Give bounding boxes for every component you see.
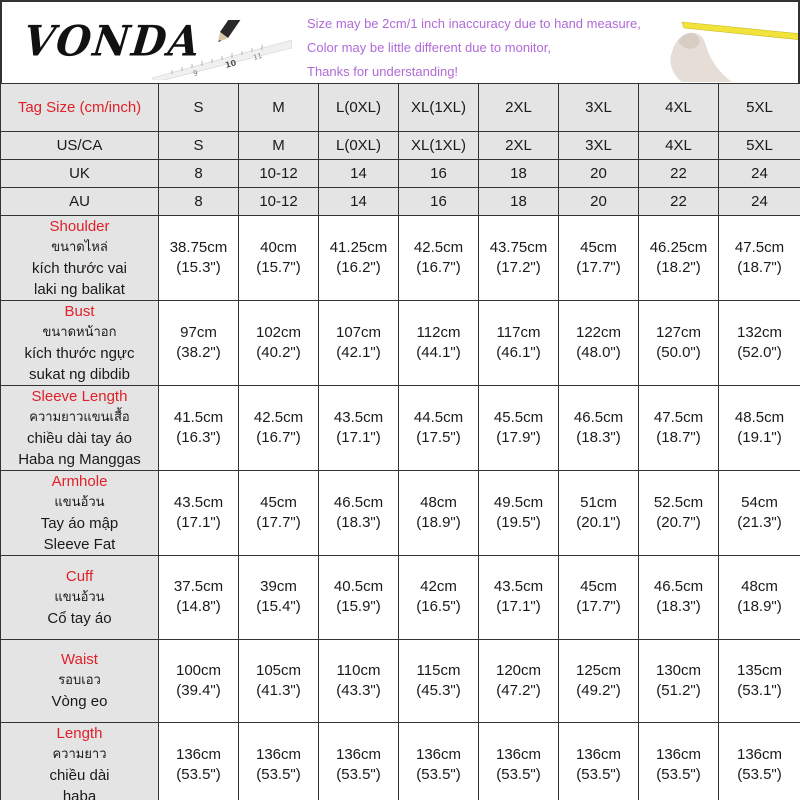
value-inch: (51.2") <box>656 681 701 699</box>
value-cm: 42cm <box>420 578 457 596</box>
measurement-cell <box>719 301 800 386</box>
measurement-translation: Haba ng Manggas <box>18 451 141 468</box>
value-inch: (49.2") <box>576 681 621 699</box>
value-cm: 45cm <box>580 578 617 596</box>
value-inch: (17.7") <box>576 259 621 276</box>
value-inch: (14.8") <box>176 598 221 616</box>
value-inch: (15.4") <box>256 598 301 616</box>
value-cm: 136cm <box>335 746 382 763</box>
value-cm: 135cm <box>736 661 783 679</box>
measurement-label <box>1 723 159 800</box>
measurement-cell <box>479 471 559 556</box>
value-cm: 136cm <box>575 746 622 763</box>
measurement-title: Shoulder <box>49 218 110 235</box>
value-cm: 100cm <box>175 661 222 679</box>
measurement-row-length <box>1 723 800 800</box>
value-inch: (20.1") <box>576 514 621 531</box>
disclaimer-line: Color may be little different due to monitor, <box>307 40 551 55</box>
measurement-cell <box>479 639 559 723</box>
measurement-translation: รอบเอว <box>58 673 101 689</box>
value-cm: 97cm <box>180 324 217 341</box>
value-cm: 127cm <box>655 324 702 341</box>
brand-logo: VONDA <box>21 16 205 67</box>
measurement-cell <box>719 386 800 471</box>
value-inch: (38.2") <box>176 344 221 361</box>
value-inch: (17.1") <box>176 514 221 531</box>
value-inch: (19.1") <box>737 429 782 446</box>
tag-size-cell: M <box>239 84 319 132</box>
measurement-cell <box>399 639 479 723</box>
value-cm: 46.5cm <box>333 494 384 511</box>
value-inch: (16.7") <box>416 259 461 276</box>
value-inch: (16.3") <box>176 429 221 446</box>
size-cell: 8 <box>159 188 239 216</box>
value-inch: (17.9") <box>496 429 541 446</box>
value-inch: (43.3") <box>336 681 381 699</box>
value-inch: (45.3") <box>416 681 461 699</box>
measurement-cell <box>399 556 479 640</box>
measurement-cell <box>559 471 639 556</box>
measurement-cell <box>159 556 239 640</box>
measurement-rows <box>1 216 800 800</box>
size-cell: 10-12 <box>239 188 319 216</box>
size-cell: 20 <box>559 160 639 188</box>
value-inch: (18.9") <box>737 598 782 616</box>
value-inch: (53.5") <box>496 766 541 783</box>
measurement-row-shoulder <box>1 216 800 301</box>
value-inch: (16.2") <box>336 259 381 276</box>
value-inch: (18.2") <box>656 259 701 276</box>
measurement-label <box>1 639 159 723</box>
value-inch: (17.1") <box>336 429 381 446</box>
value-inch: (50.0") <box>656 344 701 361</box>
uk-size-row <box>1 160 800 188</box>
row-label: US/CA <box>1 132 159 160</box>
value-cm: 45cm <box>260 494 297 511</box>
tag-size-row <box>1 84 800 132</box>
measurement-cell <box>239 301 319 386</box>
measurement-translation: แขนอ้วน <box>54 589 105 605</box>
size-cell: 5XL <box>719 132 800 160</box>
measurement-cell <box>559 216 639 301</box>
row-label: UK <box>1 160 159 188</box>
measurement-cell <box>559 556 639 640</box>
value-cm: 48cm <box>741 578 778 596</box>
value-inch: (16.7") <box>256 429 301 446</box>
size-disclaimer <box>307 12 641 83</box>
value-cm: 117cm <box>496 324 541 341</box>
size-cell: 4XL <box>639 132 719 160</box>
value-inch: (53.1") <box>737 681 782 699</box>
value-cm: 41.25cm <box>329 239 388 256</box>
measurement-translation: Tay áo mập <box>40 515 119 532</box>
measurement-cell <box>639 556 719 640</box>
value-cm: 43.5cm <box>173 494 224 511</box>
value-inch: (18.3") <box>336 514 381 531</box>
value-cm: 136cm <box>415 746 462 763</box>
measurement-cell <box>319 301 399 386</box>
size-cell: S <box>159 132 239 160</box>
size-cell: 24 <box>719 160 800 188</box>
value-inch: (40.2") <box>256 344 301 361</box>
pencil-ruler-icon <box>142 20 292 80</box>
value-inch: (15.7") <box>256 259 301 276</box>
measurement-cell <box>399 301 479 386</box>
value-cm: 136cm <box>175 746 222 763</box>
measurement-translation: laki ng balikat <box>34 281 125 298</box>
value-cm: 46.5cm <box>653 578 704 596</box>
measurement-cell <box>639 386 719 471</box>
measurement-cell <box>319 556 399 640</box>
tag-size-cell: L(0XL) <box>319 84 399 132</box>
value-cm: 136cm <box>655 746 702 763</box>
au-size-row <box>1 188 800 216</box>
value-inch: (39.4") <box>176 681 221 699</box>
row-label: AU <box>1 188 159 216</box>
value-inch: (53.5") <box>416 766 461 783</box>
measurement-cell <box>479 556 559 640</box>
measurement-cell <box>319 216 399 301</box>
measurement-cell <box>159 723 239 800</box>
size-cell: 24 <box>719 188 800 216</box>
measurement-translation: ขนาดไหล่ <box>51 240 108 255</box>
size-cell: 18 <box>479 160 559 188</box>
tag-size-cell: 4XL <box>639 84 719 132</box>
measurement-cell <box>399 216 479 301</box>
tag-size-cell: 5XL <box>719 84 800 132</box>
measurement-cell <box>639 471 719 556</box>
value-cm: 38.75cm <box>169 239 228 256</box>
value-inch: (20.7") <box>656 514 701 531</box>
value-inch: (53.5") <box>656 766 701 783</box>
measurement-cell <box>319 723 399 800</box>
value-cm: 136cm <box>255 746 302 763</box>
measurement-cell <box>239 556 319 640</box>
value-cm: 47.5cm <box>734 239 785 256</box>
measurement-cell <box>399 386 479 471</box>
measurement-cell <box>559 301 639 386</box>
value-cm: 136cm <box>495 746 542 763</box>
value-cm: 41.5cm <box>173 409 224 426</box>
value-inch: (15.3") <box>176 259 221 276</box>
value-cm: 40cm <box>260 239 297 256</box>
value-inch: (17.7") <box>576 598 621 616</box>
value-cm: 52.5cm <box>653 494 704 511</box>
value-cm: 48cm <box>420 494 457 511</box>
tag-size-cell: S <box>159 84 239 132</box>
measurement-title: Sleeve Length <box>31 388 128 405</box>
value-inch: (47.2") <box>496 681 541 699</box>
measurement-title: Armhole <box>51 473 108 490</box>
measurement-cell <box>319 639 399 723</box>
measurement-cell <box>639 639 719 723</box>
value-inch: (53.5") <box>576 766 621 783</box>
value-cm: 47.5cm <box>653 409 704 426</box>
measurement-translation: kích thước ngực <box>24 345 135 362</box>
value-cm: 43.5cm <box>333 409 384 426</box>
disclaimer-line: Size may be 2cm/1 inch inaccuracy due to hand measure, <box>307 16 641 31</box>
value-cm: 48.5cm <box>734 409 785 426</box>
value-inch: (48.0") <box>576 344 621 361</box>
measurement-cell <box>159 216 239 301</box>
size-cell: 2XL <box>479 132 559 160</box>
value-cm: 122cm <box>575 324 622 341</box>
value-inch: (18.3") <box>576 429 621 446</box>
tag-size-cell: 3XL <box>559 84 639 132</box>
measurement-translation: Vòng eo <box>51 693 108 711</box>
value-inch: (17.1") <box>496 598 541 616</box>
measurement-cell <box>159 639 239 723</box>
us-ca-size-row <box>1 132 800 160</box>
measurement-translation: ความยาว <box>52 747 107 762</box>
value-inch: (46.1") <box>496 344 541 361</box>
size-cell: 22 <box>639 188 719 216</box>
measurement-cell <box>239 639 319 723</box>
size-cell: 14 <box>319 188 399 216</box>
measurement-cell <box>479 216 559 301</box>
measurement-cell <box>239 471 319 556</box>
measurement-cell <box>239 216 319 301</box>
measurement-cell <box>159 301 239 386</box>
measurement-cell <box>719 639 800 723</box>
value-inch: (18.7") <box>737 259 782 276</box>
value-inch: (15.9") <box>336 598 381 616</box>
size-cell: 3XL <box>559 132 639 160</box>
size-cell: 16 <box>399 160 479 188</box>
value-inch: (18.3") <box>656 598 701 616</box>
size-cell: 8 <box>159 160 239 188</box>
measurement-cell <box>719 216 800 301</box>
value-cm: 112cm <box>416 324 461 341</box>
tag-size-header: Tag Size (cm/inch) <box>1 84 159 132</box>
measurement-cell <box>719 471 800 556</box>
measuring-tape-hand-icon <box>642 12 800 82</box>
measurement-cell <box>399 723 479 800</box>
size-cell: 18 <box>479 188 559 216</box>
svg-text:9: 9 <box>192 69 199 78</box>
value-cm: 130cm <box>655 661 702 679</box>
value-inch: (44.1") <box>416 344 461 361</box>
measurement-cell <box>559 639 639 723</box>
size-cell: 14 <box>319 160 399 188</box>
size-chart-table <box>0 83 800 800</box>
value-cm: 45cm <box>580 239 617 256</box>
measurement-title: Bust <box>64 303 95 320</box>
measurement-cell <box>559 723 639 800</box>
measurement-cell <box>159 471 239 556</box>
value-cm: 132cm <box>736 324 783 341</box>
size-cell: L(0XL) <box>319 132 399 160</box>
measurement-title: Length <box>56 725 103 742</box>
value-cm: 51cm <box>580 494 617 511</box>
size-cell: M <box>239 132 319 160</box>
size-cell: XL(1XL) <box>399 132 479 160</box>
measurement-label <box>1 386 159 471</box>
measurement-translation: sukat ng dibdib <box>29 366 130 383</box>
svg-text:11: 11 <box>252 51 264 62</box>
measurement-cell <box>239 386 319 471</box>
measurement-translation: Cổ tay áo <box>47 609 112 627</box>
measurement-translation: ความยาวแขนเสื้อ <box>29 410 130 425</box>
measurement-cell <box>479 723 559 800</box>
value-cm: 37.5cm <box>173 578 224 596</box>
measurement-cell <box>159 386 239 471</box>
value-cm: 46.25cm <box>649 239 708 256</box>
value-cm: 107cm <box>335 324 382 341</box>
value-inch: (16.5") <box>416 598 461 616</box>
size-cell: 16 <box>399 188 479 216</box>
measurement-cell <box>319 471 399 556</box>
size-cell: 22 <box>639 160 719 188</box>
measurement-cell <box>719 556 800 640</box>
measurement-translation: kích thước vai <box>32 260 127 277</box>
value-inch: (18.9") <box>416 514 461 531</box>
value-inch: (17.5") <box>416 429 461 446</box>
measurement-row-cuff <box>1 556 800 640</box>
measurement-translation: haba <box>62 788 97 800</box>
size-cell: 20 <box>559 188 639 216</box>
value-cm: 49.5cm <box>493 494 544 511</box>
svg-text:10: 10 <box>224 58 238 70</box>
value-inch: (41.3") <box>256 681 301 699</box>
measurement-label <box>1 471 159 556</box>
size-chart-banner <box>0 0 800 83</box>
measurement-cell <box>639 301 719 386</box>
value-cm: 115cm <box>416 661 461 679</box>
value-inch: (53.5") <box>737 766 782 783</box>
measurement-cell <box>239 723 319 800</box>
measurement-row-bust <box>1 301 800 386</box>
value-cm: 40.5cm <box>333 578 384 596</box>
measurement-translation: แขนอ้วน <box>54 495 105 510</box>
value-cm: 42.5cm <box>413 239 464 256</box>
value-cm: 120cm <box>495 661 542 679</box>
measurement-translation: Sleeve Fat <box>43 536 116 553</box>
value-cm: 54cm <box>741 494 778 511</box>
measurement-label <box>1 301 159 386</box>
value-cm: 102cm <box>255 324 302 341</box>
value-inch: (53.5") <box>176 766 221 783</box>
value-cm: 43.5cm <box>493 578 544 596</box>
measurement-cell <box>479 301 559 386</box>
measurement-row-armhole <box>1 471 800 556</box>
measurement-title: Cuff <box>65 567 94 585</box>
measurement-cell <box>559 386 639 471</box>
value-cm: 105cm <box>255 661 302 679</box>
measurement-cell <box>479 386 559 471</box>
measurement-row-waist <box>1 639 800 723</box>
value-cm: 45.5cm <box>493 409 544 426</box>
measurement-cell <box>639 216 719 301</box>
tag-size-cell: XL(1XL) <box>399 84 479 132</box>
value-inch: (53.5") <box>336 766 381 783</box>
value-inch: (19.5") <box>496 514 541 531</box>
measurement-cell <box>639 723 719 800</box>
value-cm: 46.5cm <box>573 409 624 426</box>
value-cm: 136cm <box>736 746 783 763</box>
size-cell: 10-12 <box>239 160 319 188</box>
value-inch: (42.1") <box>336 344 381 361</box>
value-inch: (21.3") <box>737 514 782 531</box>
measurement-label <box>1 216 159 301</box>
value-cm: 42.5cm <box>253 409 304 426</box>
value-inch: (52.0") <box>737 344 782 361</box>
measurement-translation: chiều dài <box>49 767 110 784</box>
measurement-title: Waist <box>61 651 98 669</box>
value-cm: 125cm <box>575 661 622 679</box>
measurement-translation: chiều dài tay áo <box>26 430 133 447</box>
value-inch: (53.5") <box>256 766 301 783</box>
measurement-translation: ขนาดหน้าอก <box>42 325 117 340</box>
value-cm: 39cm <box>260 578 297 596</box>
disclaimer-line: Thanks for understanding! <box>307 64 459 79</box>
measurement-label <box>1 556 159 640</box>
measurement-row-sleeve-length <box>1 386 800 471</box>
value-cm: 43.75cm <box>489 239 548 256</box>
tag-size-cell: 2XL <box>479 84 559 132</box>
value-inch: (17.7") <box>256 514 301 531</box>
value-inch: (18.7") <box>656 429 701 446</box>
value-inch: (17.2") <box>496 259 541 276</box>
measurement-cell <box>399 471 479 556</box>
value-cm: 44.5cm <box>413 409 464 426</box>
measurement-cell <box>719 723 800 800</box>
value-cm: 110cm <box>336 661 381 679</box>
measurement-cell <box>319 386 399 471</box>
